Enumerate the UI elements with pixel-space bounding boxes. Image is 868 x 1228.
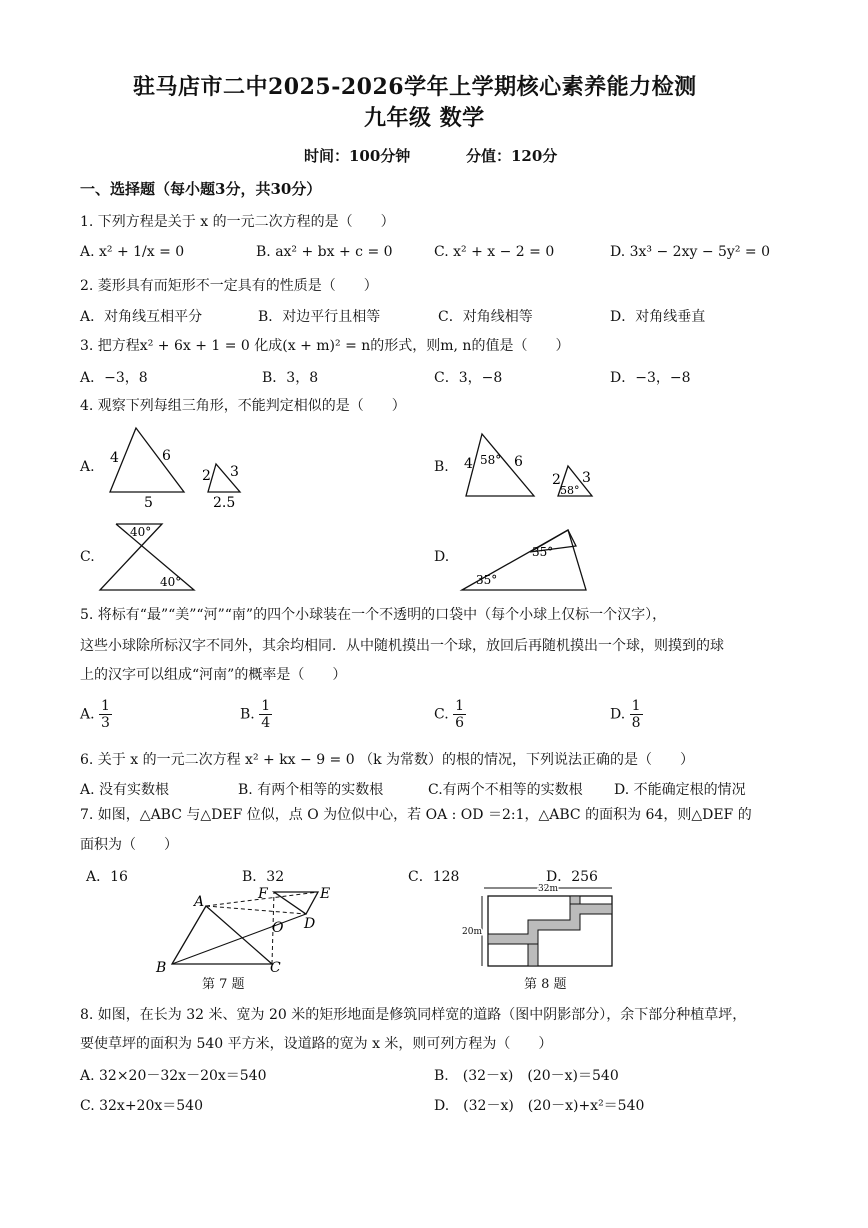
question-8-option-a: A. 32×20－32x－20x＝540 [80,1068,267,1084]
question-4-option-d: D. [434,549,450,565]
q4-figure-a [96,420,256,512]
q4-a-small-side-2: 3 [230,464,239,480]
question-5-line-3: 上的汉字可以组成“河南”的概率是（ ） [80,667,347,683]
question-1-option-a: A. x² + 1/x = 0 [80,244,185,260]
q7-triangle-def [274,892,318,914]
question-3-option-c: C．3，−8 [434,370,503,386]
question-8-option-c: C. 32x+20x＝540 [80,1098,203,1114]
question-5-option-c-fraction [453,698,466,731]
question-1-option-b: B. ax² + bx + c = 0 [256,244,393,260]
denominator: 8 [631,715,641,731]
question-7-option-d: D．256 [546,869,598,885]
question-6-option-c: C.有两个不相等的实数根 [428,782,583,798]
question-5-option-a-fraction [99,698,112,731]
question-1-option-c: C. x² + x − 2 = 0 [434,244,555,260]
q7-label-a: A [194,894,205,910]
denominator: 4 [261,715,271,731]
q4-c-angle-top: 40° [130,525,152,539]
question-2-option-b: B．对边平行且相等 [258,309,381,325]
question-2-stem: 2. 菱形具有而矩形不一定具有的性质是（ ） [80,278,378,294]
q4-b-small-side-2: 3 [582,470,591,486]
question-7-option-a: A．16 [86,869,128,885]
question-5-option-d [610,698,643,731]
q7-triangle-abc [172,906,272,964]
q8-road-vertical-lower [528,944,538,966]
question-4-stem: 4. 观察下列每组三角形，不能判定相似的是（ ） [80,398,406,414]
question-2-option-c: C．对角线相等 [438,309,533,325]
q7-caption: 第 7 题 [202,977,245,992]
section-heading: 一、选择题（每小题3分，共30分） [80,180,322,198]
question-8-line-1: 8. 如图，在长为 32 米、宽为 20 米的矩形地面是修筑同样宽的道路（图中阴影部分），余下部分种植草坪， [80,1007,747,1023]
question-4-option-c: C. [80,549,95,565]
question-5-option-a [80,698,112,731]
question-6-option-b: B. 有两个相等的实数根 [238,782,384,798]
q4-d-angle-left: 35° [476,573,498,587]
numerator: 1 [455,698,465,714]
exam-time: 时间：100分钟 [304,147,411,165]
q4-b-big-side-1: 4 [464,456,473,472]
q7-figure [150,884,340,974]
question-8-option-b: B. (32－x) (20－x)＝540 [434,1068,619,1084]
question-6-stem: 6. 关于 x 的一元二次方程 x² + kx − 9 = 0 （k 为常数）的根的情况，下列说法正确的是（ ） [80,752,695,768]
q4-b-small-side-1: 2 [552,472,561,488]
question-8-line-2: 要使草坪的面积为 540 平方米，设道路的宽为 x 米，则可列方程为（ ） [80,1036,553,1052]
q8-width-label: 32m [538,884,558,894]
question-2-option-a: A．对角线互相平分 [80,309,203,325]
numerator: 1 [631,698,641,714]
q4-a-big-side-1: 4 [110,450,119,466]
q7-label-b: B [156,960,167,974]
question-5-option-c [434,698,466,731]
question-5-option-b-label: B. [240,706,255,723]
question-3-option-b: B．3，8 [262,370,319,386]
question-1-stem: 1. 下列方程是关于 x 的一元二次方程的是（ ） [80,214,395,230]
q4-b-big-angle: 58° [480,453,502,467]
q4-b-big-side-2: 6 [514,454,523,470]
q7-label-d: D [304,916,316,932]
page-title: 驻马店市二中2025-2026学年上学期核心素养能力检测 [133,74,697,100]
q7-label-f: F [258,886,268,902]
q4-b-small-angle: 58° [560,484,580,497]
question-6-option-a: A. 没有实数根 [80,782,170,798]
question-3-stem: 3. 把方程x² + 6x + 1 = 0 化成(x + m)² = n的形式，则m, n的值是（ ） [80,338,570,354]
question-5-option-b-fraction [259,698,272,731]
exam-score: 分值：120分 [466,147,558,165]
page-subtitle: 九年级 数学 [364,105,485,131]
q8-height-label: 20m [462,927,482,937]
denominator: 3 [101,715,110,731]
q4-figure-b [456,426,606,506]
q7-label-e: E [320,886,331,902]
question-2-option-d: D．对角线垂直 [610,309,706,325]
question-5-option-a-label: A. [80,706,95,723]
numerator: 1 [261,698,271,714]
q7-line-ad [206,906,306,914]
question-7-line-1: 7. 如图，△ABC 与△DEF 位似，点 O 为位似中心，若 OA : OD ＝2:1，△ABC 的面积为 64，则△DEF 的 [80,807,752,823]
q7-line-bd [172,914,306,964]
q4-c-angle-bottom: 40° [160,575,182,589]
question-6-option-d: D. 不能确定根的情况 [614,782,746,798]
question-5-option-b [240,698,272,731]
question-5-option-d-label: D. [610,706,626,723]
q8-figure [460,882,620,970]
numerator: 1 [101,698,110,714]
q4-a-small-side-3: 2.5 [213,495,236,511]
q8-caption: 第 8 题 [524,977,567,992]
question-5-line-2: 这些小球除所标汉字不同外，其余均相同．从中随机摸出一个球，放回后再随机摸出一个球，则摸到的球 [80,638,724,654]
q4-a-big-side-3: 5 [144,495,153,511]
denominator: 6 [455,715,465,731]
q4-figure-c [96,520,206,594]
q4-a-big-side-2: 6 [162,448,171,464]
q4-d-angle-small: 35° [532,545,554,559]
question-1-option-d: D. 3x³ − 2xy − 5y² = 0 [610,244,770,260]
q7-label-o: O [272,920,284,936]
q4-a-big-triangle [110,428,184,492]
question-4-option-a: A. [80,459,95,475]
q4-figure-d [458,524,618,594]
question-7-option-b: B．32 [242,869,285,885]
question-7-option-c: C．128 [408,869,460,885]
question-5-option-c-label: C. [434,706,449,723]
q4-a-small-side-1: 2 [202,468,211,484]
q8-road-vertical-upper [570,896,580,904]
question-7-line-2: 面积为（ ） [80,837,178,853]
question-3-option-d: D．−3，−8 [610,370,691,386]
question-3-option-a: A．−3，8 [80,370,148,386]
question-5-line-1: 5. 将标有“最”“美”“河”“南”的四个小球装在一个不透明的口袋中（每个小球上仅标一个汉字）， [80,607,667,623]
question-4-option-b: B. [434,459,449,475]
question-5-option-d-fraction [630,698,643,731]
q7-label-c: C [270,960,281,974]
question-8-option-d: D. (32－x) (20－x)+x²＝540 [434,1098,645,1114]
